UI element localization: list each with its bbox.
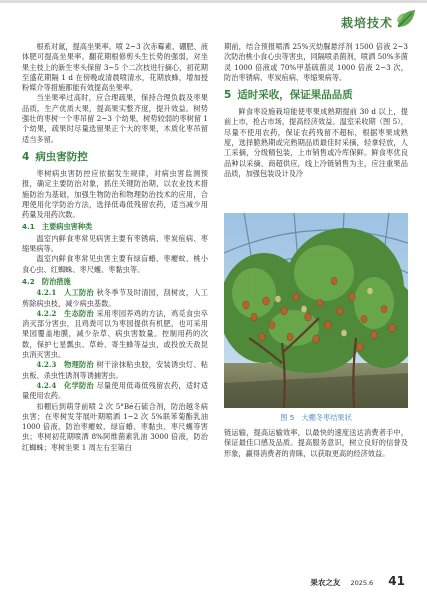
section-title: 病虫害防控 bbox=[35, 150, 88, 163]
section-title: 适时采收，保证果品品质 bbox=[237, 89, 353, 102]
paragraph: 鲜食枣设施栽培能使枣果成熟期提前 30 d 以上，提前上市，抢占市场，提高经济效益。温室采收期（图 5），尽量不使用农药，保证农药残留不超标，根据枣果成熟度，选择脆熟期或完熟期品质最佳时采摘，轻拿轻放，人工采摘，分级精包装，上市销售或冷库保鲜。鲜食枣优良品种以采摘、商超供应，线上冷链销售为主，应注重果品品质，加强包装设计及冷 bbox=[224, 107, 408, 178]
left-column bbox=[22, 42, 208, 453]
paragraph: 枣树病虫害防控应依据发生规律，对病虫害监测预报，确定主要防治对象，抓住关键防治期，以农业技术措施防治为基础，加强生物防治和物理防治技术的应用，合理使用化学防治方法，选择低毒低残留农药，适当减少用药量及用药次数。 bbox=[22, 168, 208, 220]
paragraph: 扣棚后到萌芽前喷 2 次 5°Bé石硫合剂，防治越冬病虫害；在枣树发芽展叶期喷洒 1~2 次 5%联苯菊酯乳油 1000 倍液，防治枣瘿蚊、绿盲蝽、枣黏虫、枣尺蠖等害虫；枣树初花期喷洒 8%阿维菌素乳油 3000 倍液，防治红蜘蛛；枣树坐果 1 周左右至第白 bbox=[22, 401, 208, 452]
method-paragraph bbox=[22, 360, 208, 381]
greenhouse-jujube-photo bbox=[224, 213, 408, 408]
page-number: 41 bbox=[388, 574, 405, 588]
method-paragraph bbox=[22, 381, 208, 402]
right-column bbox=[224, 42, 408, 179]
method-label: 4.2.2 生态防治 bbox=[36, 308, 94, 318]
paragraph: 温室内鲜食枣常见虫害主要有绿盲蝽、枣瘿蚊、桃小食心虫、红蜘蛛、枣尺蠖、枣黏虫等。 bbox=[22, 254, 208, 274]
method-text: 秋冬季节及时清园，刮树皮，人工剪除病虫枝，减少病虫基数。 bbox=[22, 288, 208, 308]
method-paragraph bbox=[22, 309, 208, 360]
method-text: 尽量使用低毒低残留农药，适时适量使用农药。 bbox=[22, 380, 208, 401]
section-tag: 栽培技术 bbox=[340, 16, 393, 30]
page-footer bbox=[310, 570, 405, 589]
subheading-4-2: 4.2 防治措施 bbox=[22, 276, 71, 286]
paragraph: 期前，结合预报喷洒 25%灭幼脲悬浮剂 1500 倍液 2~3 次防治桃小食心虫等害虫，同隔喷杀菌剂，喷洒 50%多菌灵 1000 倍液或 70%甲基硫菌灵 1000 倍液 2~3 次，防治枣锈病、枣炭疽病、枣缩果病等。 bbox=[224, 42, 408, 82]
figure-caption: 图 5 大棚冬枣结果状 bbox=[280, 413, 352, 422]
section-number: 4 bbox=[22, 150, 30, 163]
method-label: 4.2.1 人工防治 bbox=[36, 288, 94, 298]
section-number: 5 bbox=[224, 89, 232, 102]
paragraph: 当坐果率过高时，应合理疏果，保持合理负载及枣果品质，生产优质大果，提高果实整齐度，提升效益。树势强壮的枣树一个枣吊留 2~3 个幼果，树势较弱的枣树留 1 个幼果，疏果时尽量选留果正个大的枣果，木质化枣吊留适当多留。 bbox=[22, 93, 208, 144]
paragraph: 根系对氮，提高坐果率。喷 2~3 次赤霉素、硼肥、液体肥可提高坐果率。翻花期根修剪头生长势的强弱，对坐果主枝上的新生枣头保留 3~5 个二次枝进行摘心，初花期至盛花期隔 1 d 在傍晚或清晨喷清水，花期放蜂，增加授粉媒介等措施都能有效提高坐果率。 bbox=[22, 42, 208, 93]
issue-number: 2025.6 bbox=[350, 579, 374, 587]
paragraph: 链运输，提高运输效率，以最快的速度送达消费者手中，保证最佳口感及品质。提高服务意识，树立良好的信誉及形象，赢得消费者的青睐，以获取更高的经济效益。 bbox=[224, 428, 408, 458]
subheading-4-1: 4.1 主要病虫害种类 bbox=[22, 222, 93, 232]
method-label: 4.2.4 化学防治 bbox=[36, 380, 94, 390]
method-paragraph bbox=[22, 288, 208, 309]
leaf-icon bbox=[395, 8, 417, 30]
right-column-lower bbox=[224, 428, 408, 459]
section-heading-4 bbox=[22, 151, 208, 164]
header-rule bbox=[0, 0, 427, 3]
method-label: 4.2.3 物理防治 bbox=[36, 360, 94, 370]
method-text: 采用枣园养鸡的方法，鸡觅食虫卒消灭部分害虫，且鸡粪可以为枣园提供有机肥，也可采用果园覆盖地膜，减少杂草、病虫害数量。控制用药的次数，保护七星瓢虫、草蛉、寄生蜂等益虫，或投放天敌昆虫消灭害虫。 bbox=[22, 308, 208, 360]
section-heading-5 bbox=[224, 89, 408, 102]
paragraph: 温室内鲜食枣常见病害主要有枣锈病、枣炭疽病、枣缩果病等。 bbox=[22, 233, 208, 254]
journal-name: 果农之友 bbox=[310, 578, 341, 587]
method-text: 树干涂抹粘虫胶，安装诱虫灯、粘虫板、杀虫性诱剂等诱捕害虫。 bbox=[22, 360, 208, 380]
